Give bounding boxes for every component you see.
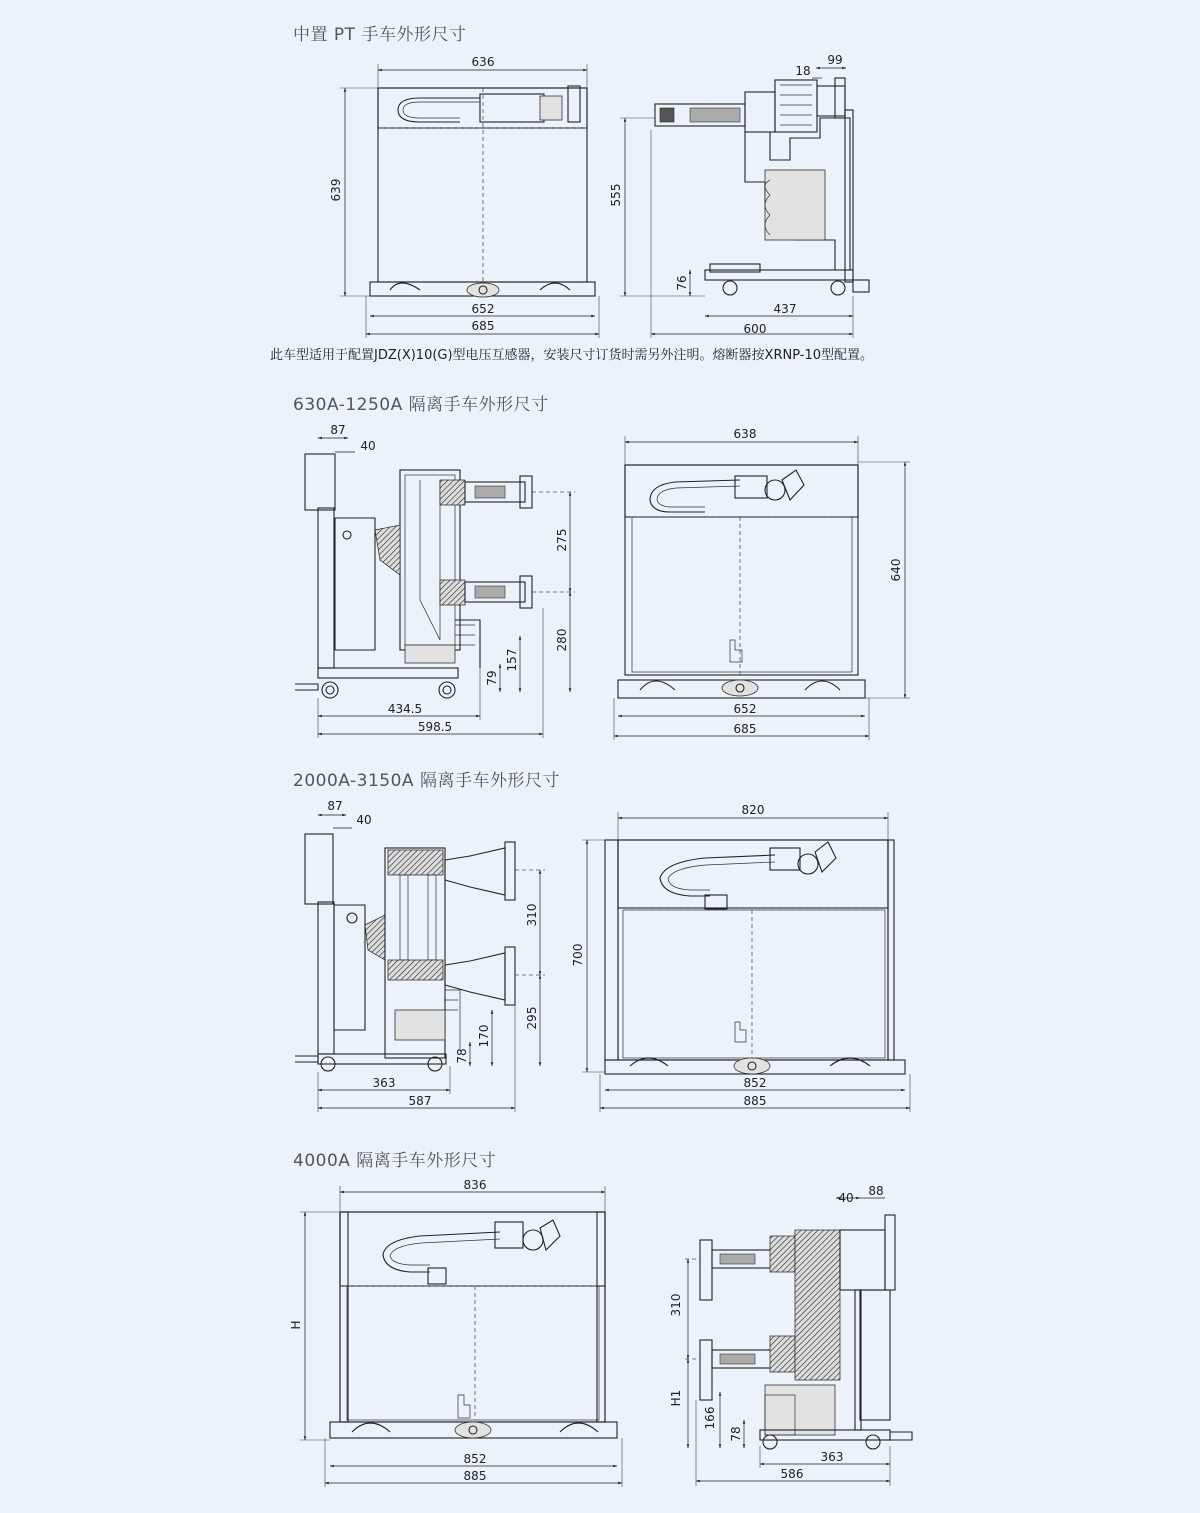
dim-40: 40 <box>360 439 376 453</box>
dim-638: 638 <box>733 427 757 441</box>
dim-295: 295 <box>525 1006 539 1030</box>
dim-885-s3: 885 <box>743 1094 767 1108</box>
dim-363-s4: 363 <box>820 1450 844 1464</box>
dim-157: 157 <box>505 648 519 672</box>
dim-852-s3: 852 <box>743 1076 767 1090</box>
dim-280: 280 <box>555 628 569 652</box>
dim-652: 652 <box>471 302 495 316</box>
dim-310-s3: 310 <box>525 903 539 927</box>
dim-87-s3: 87 <box>327 799 343 813</box>
dim-587: 587 <box>408 1094 432 1108</box>
dim-820: 820 <box>741 803 765 817</box>
dim-636: 636 <box>471 55 495 69</box>
dim-363-s3: 363 <box>372 1076 396 1090</box>
dim-685-s2: 685 <box>733 722 757 736</box>
dim-437: 437 <box>773 302 797 316</box>
dim-640: 640 <box>889 558 903 582</box>
dim-H: H <box>289 1320 303 1330</box>
dim-310-s4: 310 <box>669 1293 683 1317</box>
dim-586: 586 <box>780 1467 804 1481</box>
dim-555: 555 <box>609 183 623 207</box>
dim-18: 18 <box>795 64 811 78</box>
dim-836: 836 <box>463 1178 487 1192</box>
dim-99: 99 <box>827 53 843 67</box>
dim-88: 88 <box>868 1184 884 1198</box>
dim-434-5: 434.5 <box>387 702 423 716</box>
pt-note: 此车型适用于配置JDZ(X)10(G)型电压互感器，安装尺寸订货时需另外注明。熔断器按XRNP-10型配置。 <box>270 348 874 363</box>
dim-598-5: 598.5 <box>417 720 453 734</box>
dim-78-s4: 78 <box>729 1426 743 1442</box>
dim-170: 170 <box>477 1024 491 1048</box>
section-title-630-1250: 630A-1250A 隔离手车外形尺寸 <box>293 395 549 415</box>
dim-H1: H1 <box>669 1389 683 1407</box>
dim-76: 76 <box>675 275 689 291</box>
dim-700: 700 <box>571 943 585 967</box>
dim-652-s2: 652 <box>733 702 757 716</box>
dim-852-s4: 852 <box>463 1452 487 1466</box>
dim-885-s4: 885 <box>463 1469 487 1483</box>
section-title-4000: 4000A 隔离手车外形尺寸 <box>293 1151 497 1171</box>
dim-40-s3: 40 <box>356 813 372 827</box>
dim-40-s4: 40 <box>838 1191 854 1205</box>
dim-639: 639 <box>329 178 343 202</box>
dim-685: 685 <box>471 319 495 333</box>
dim-166: 166 <box>703 1406 717 1430</box>
dim-78-s3: 78 <box>455 1048 469 1064</box>
dim-87: 87 <box>330 423 346 437</box>
section-title-pt: 中置 PT 手车外形尺寸 <box>293 25 467 45</box>
dim-79: 79 <box>485 670 499 686</box>
dim-275: 275 <box>555 528 569 552</box>
dim-600: 600 <box>743 322 767 336</box>
section-title-2000-3150: 2000A-3150A 隔离手车外形尺寸 <box>293 771 560 791</box>
